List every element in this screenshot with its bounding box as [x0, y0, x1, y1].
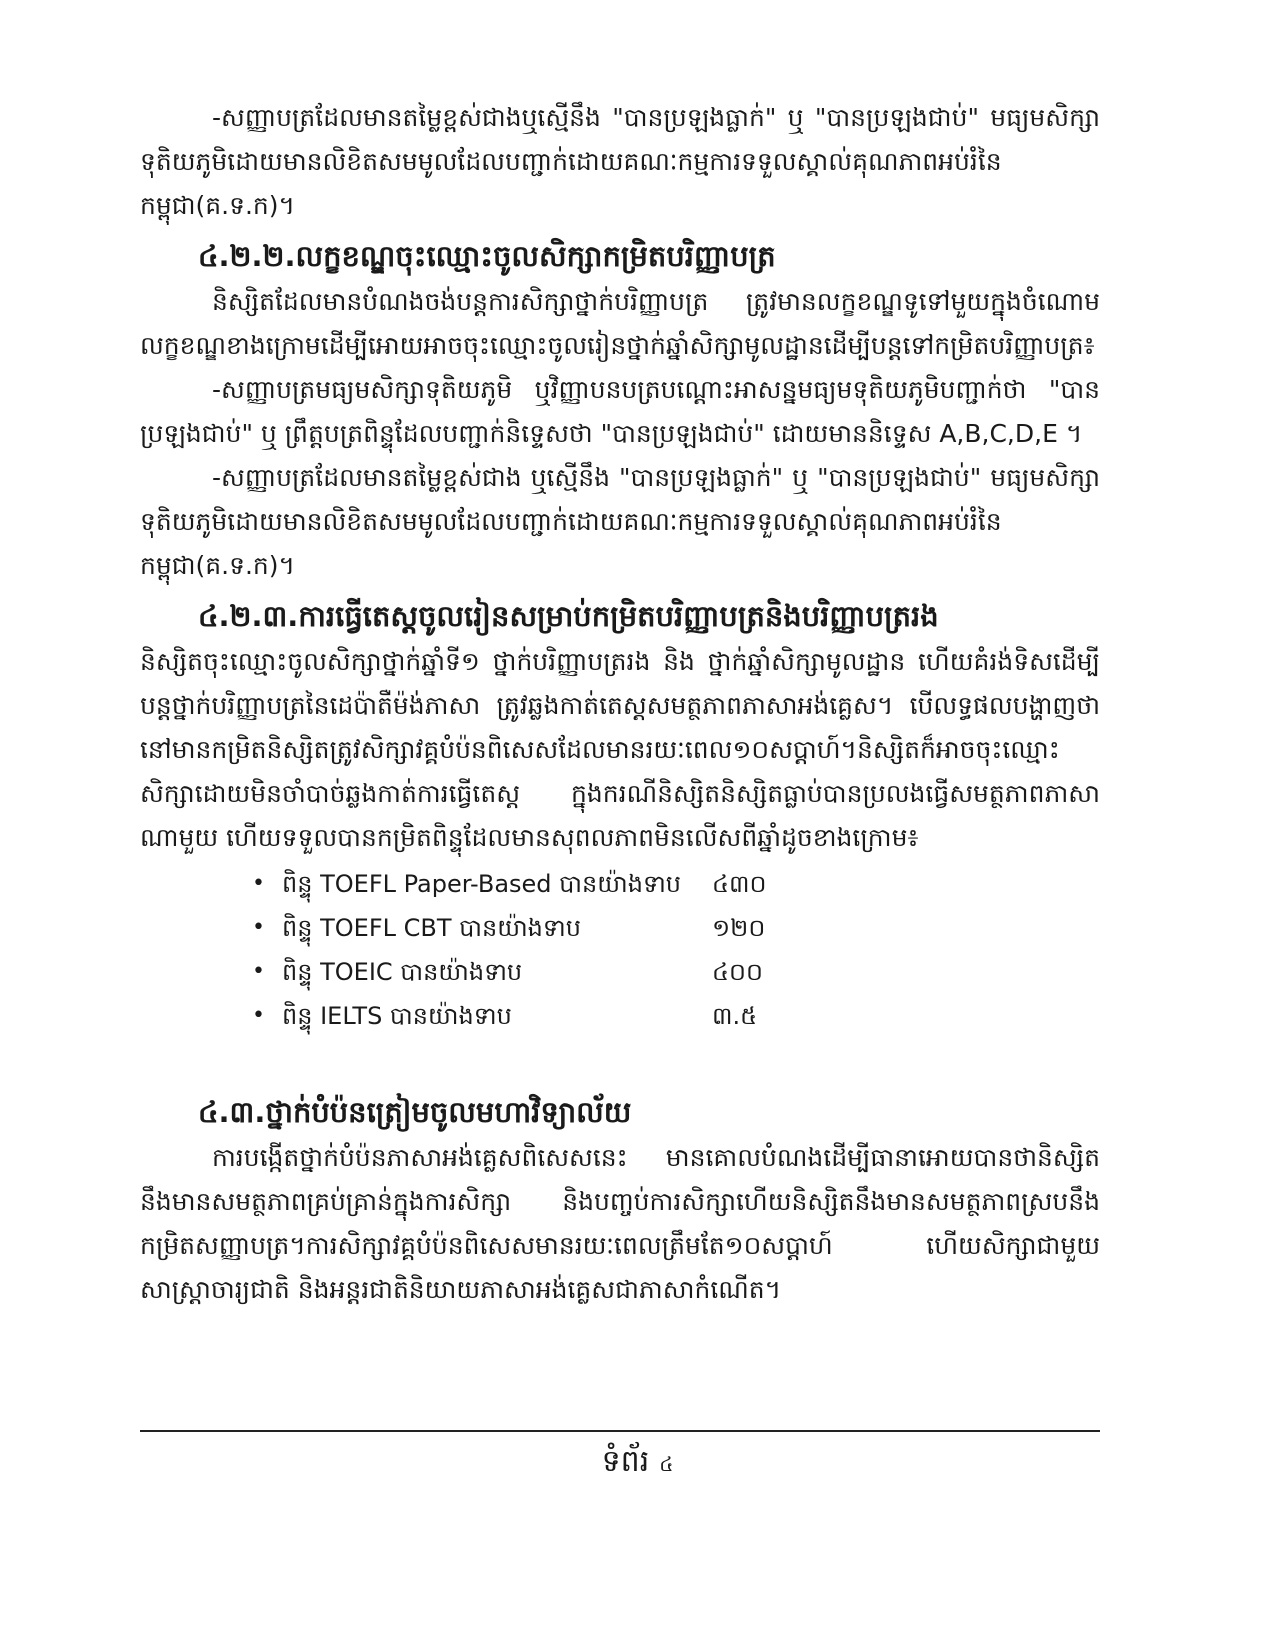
score-value: ៣.៥ — [712, 1002, 758, 1030]
list-item — [252, 994, 1100, 1038]
paragraph-high-school-certificate: -សញ្ញាបត្រមធ្យមសិក្សាទុតិយភូមិ ឬវិញ្ញាបនបត្របណ្តោះអាសន្នមធ្យមទុតិយភូមិបញ្ជាក់ថា "បានប្រឡងជាប់" ឬ ព្រឹត្តបត្រពិន្ទុដែលបញ្ជាក់និទ្ទេសថា "បានប្រឡងជាប់" ដោយមាននិទ្ទេស A,B,C,D,E ។ — [140, 375, 1100, 448]
paragraph-equivalent-certificate-2: -សញ្ញាបត្រដែលមានតម្លៃខ្ពស់ជាង ឬស្មើនឹង "បានប្រឡងធ្លាក់" ឬ "បានប្រឡងជាប់" មធ្យមសិក្សាទុតិយភូមិដោយមានលិខិតសមមូលដែលបញ្ជាក់ដោយគណៈកម្មការទទួលស្គាល់គុណភាពអប់រំនៃកម្ពុជា(គ.ទ.ក)។ — [140, 463, 1100, 580]
bullet-icon: • — [252, 959, 265, 984]
bullet-icon: • — [252, 1003, 265, 1028]
paragraph-equivalent-certificate: -សញ្ញាបត្រដែលមានតម្លៃខ្ពស់ជាងឬស្មើនឹង "បានប្រឡងធ្លាក់" ឬ "បានប្រឡងជាប់" មធ្យមសិក្សាទុតិយភូមិដោយមានលិខិតសមមូលដែលបញ្ជាក់ដោយគណៈកម្មការទទួលស្គាល់គុណភាពអប់រំនៃកម្ពុជា(គ.ទ.ក)។ — [140, 103, 1100, 220]
page-number: ៤ — [659, 1452, 674, 1476]
section-heading-4-3: ៤.៣.ថ្នាក់បំប៉នត្រៀមចូលមហាវិទ្យាល័យ — [198, 1095, 632, 1129]
score-label: ពិន្ទុ TOEIC បានយ៉ាងទាប — [282, 958, 523, 986]
score-label: ពិន្ទុ IELTS បានយ៉ាងទាប — [282, 1002, 512, 1030]
bullet-icon: • — [252, 915, 265, 940]
section-heading-4-2-3: ៤.២.៣.ការធ្វើតេស្តចូលរៀនសម្រាប់កម្រិតបរិញ្ញាបត្រនិងបរិញ្ញាបត្ររង — [198, 599, 939, 633]
score-value: ១២០ — [712, 914, 766, 942]
bullet-icon: • — [252, 871, 265, 896]
list-item — [252, 906, 1100, 950]
list-item — [252, 950, 1100, 994]
page-footer — [0, 1442, 1275, 1484]
score-requirements-list — [252, 862, 1100, 1038]
score-label: ពិន្ទុ TOEFL CBT បានយ៉ាងទាប — [282, 914, 582, 942]
score-value: ៤០០ — [712, 958, 763, 986]
score-label: ពិន្ទុ TOEFL Paper-Based បានយ៉ាងទាប — [282, 870, 682, 898]
footer-divider — [140, 1430, 1100, 1432]
score-value: ៤៣០ — [712, 870, 767, 898]
section-heading-4-2-2: ៤.២.២.លក្ខខណ្ឌចុះឈ្មោះចូលសិក្សាកម្រិតបរិញ្ញាបត្រ — [198, 239, 776, 273]
paragraph-bachelor-requirements: និស្សិតដែលមានបំណងចង់បន្តការសិក្សាថ្នាក់បរិញ្ញាបត្រ ត្រូវមានលក្ខខណ្ឌទូទៅមួយក្នុងចំណោមលក្ខខណ្ឌខាងក្រោមដើម្បីអោយអាចចុះឈ្មោះចូលរៀនថ្នាក់ឆ្នាំសិក្សាមូលដ្ឋានដើម្បីបន្តទៅកម្រិតបរិញ្ញាបត្រ៖ — [140, 287, 1100, 360]
page-content — [140, 96, 1100, 1312]
paragraph-preparatory-class: ការបង្កើតថ្នាក់បំប៉នភាសាអង់គ្លេសពិសេសនេះ មានគោលបំណងដើម្បីធានាអោយបានថានិស្សិតនឹងមានសមត្ថភាពគ្រប់គ្រាន់ក្នុងការសិក្សា និងបញ្ចប់ការសិក្សាហើយនិស្សិតនឹងមានសមត្ថភាពស្របនឹងកម្រិតសញ្ញាបត្រ។ការសិក្សាវគ្គបំប៉នពិសេសមានរយៈពេលត្រឹមតែ១០សប្តាហ៍ ហើយសិក្សាជាមួយសាស្ត្រាចារ្យជាតិ និងអន្តរជាតិនិយាយភាសាអង់គ្លេសជាភាសាកំណើត។ — [140, 1143, 1100, 1304]
paragraph-placement-test: និស្សិតចុះឈ្មោះចូលសិក្សាថ្នាក់ឆ្នាំទី១ ថ្នាក់បរិញ្ញាបត្ររង និង ថ្នាក់ឆ្នាំសិក្សាមូលដ្ឋាន ហើយគំរង់ទិសដើម្បីបន្តថ្នាក់បរិញ្ញាបត្រនៃដេប៉ាតឺម៉ង់ភាសា ត្រូវឆ្លងកាត់តេស្តសមត្ថភាពភាសាអង់គ្លេស។ បើលទ្ធផលបង្ហាញថានៅមានកម្រិតនិស្សិតត្រូវសិក្សាវគ្គបំប៉នពិសេសដែលមានរយៈពេល១០សប្តាហ៍។និស្សិតក៏អាចចុះឈ្មោះសិក្សាដោយមិនចាំបាច់ឆ្លងកាត់ការធ្វើតេស្ត ក្នុងករណីនិស្សិតនិស្សិតធ្លាប់បានប្រលងធ្វើសមត្ថភាពភាសាណាមួយ ហើយទទួលបានកម្រិតពិន្ទុដែលមានសុពលភាពមិនលើសពីឆ្នាំដូចខាងក្រោម៖ — [140, 647, 1100, 852]
list-item — [252, 862, 1100, 906]
page-label: ទំព័រ — [601, 1444, 650, 1479]
